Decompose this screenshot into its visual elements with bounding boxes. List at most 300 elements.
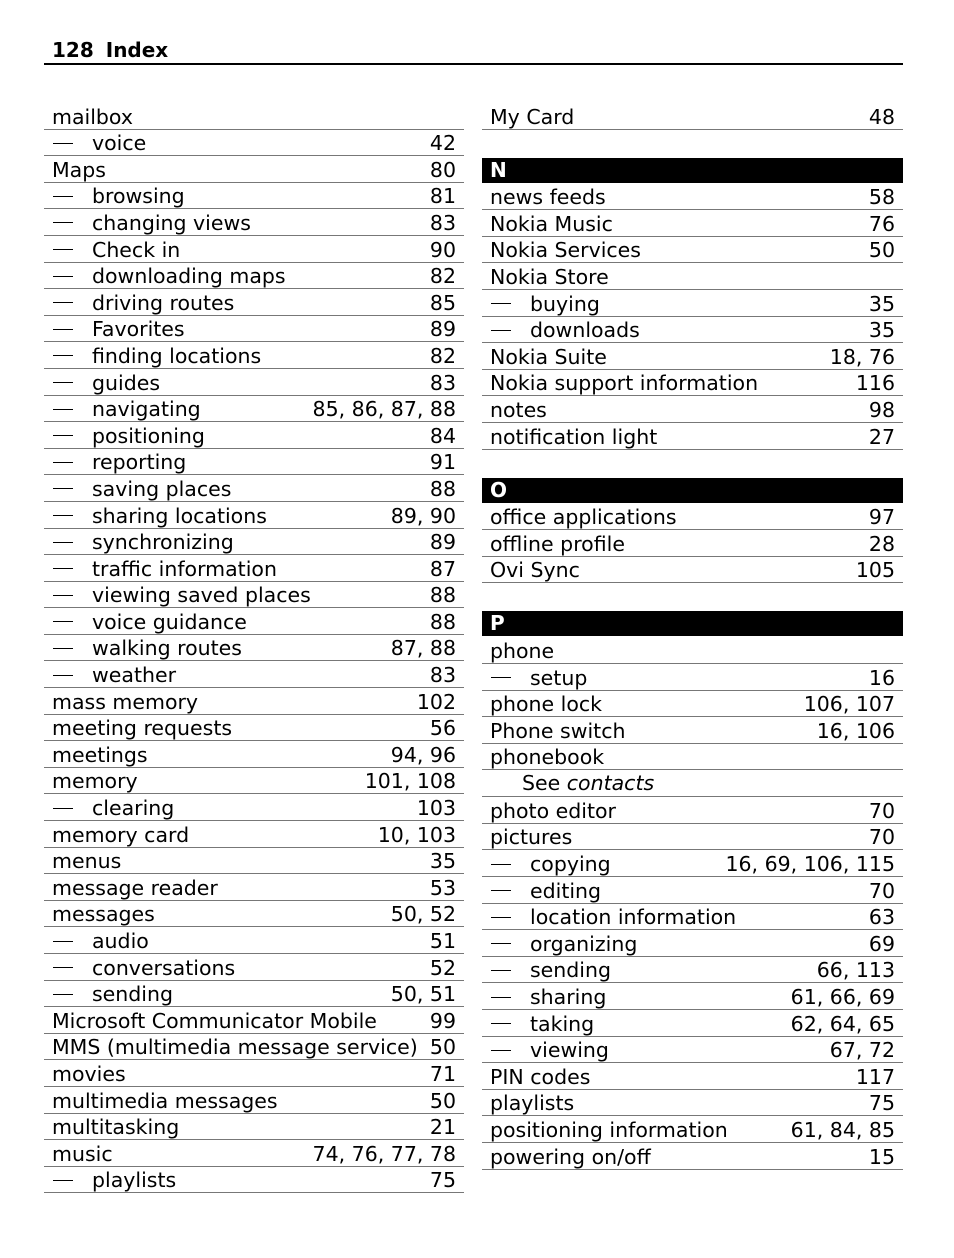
entry-pages: 51 (429, 929, 456, 953)
entry-pages: 85 (429, 290, 456, 315)
em-dash-icon (491, 864, 511, 865)
entry-label: sharing locations (92, 503, 267, 528)
entry-label: playlists (92, 1168, 177, 1193)
entry-label: multimedia messages (52, 1088, 278, 1113)
entry-label: weather (92, 663, 177, 688)
entry-pages: 117 (855, 1064, 895, 1089)
entry-pages: 10, 103 (377, 822, 456, 847)
entry-pages: 102 (416, 689, 456, 714)
entry-pages: 75 (868, 1091, 895, 1116)
entry-label: changing views (92, 210, 251, 235)
entry-pages: 85, 86, 87, 88 (312, 397, 456, 422)
index-entry (482, 531, 903, 557)
entry-label-wrap (44, 1142, 113, 1166)
entry-pages: 56 (429, 716, 456, 741)
entry-label: audio (92, 929, 149, 953)
see-target: contacts (566, 771, 655, 796)
entry-pages: 53 (429, 875, 456, 900)
entry-label-wrap (482, 825, 572, 849)
em-dash-icon (491, 997, 511, 998)
entry-label-wrap (44, 1035, 418, 1059)
entry-label: office applications (490, 505, 677, 530)
entry-label: pictures (490, 825, 573, 850)
entry-label: message reader (52, 875, 218, 900)
entry-pages: 58 (868, 185, 895, 210)
index-entry (44, 769, 464, 795)
entry-pages: 87, 88 (390, 636, 456, 661)
index-entry (482, 211, 903, 237)
entry-label: browsing (92, 184, 185, 209)
entry-pages: 16, 69, 106, 115 (725, 852, 895, 877)
entry-pages: 42 (429, 131, 456, 156)
entry-label: Microsoft Communicator Mobile (52, 1008, 377, 1033)
page-title: Index (105, 38, 169, 62)
entry-pages: 89, 90 (390, 503, 456, 528)
entry-label: Nokia support information (490, 371, 759, 396)
entry-label-wrap (482, 879, 601, 903)
index-entry (482, 745, 903, 771)
entry-label: phone lock (490, 692, 603, 717)
see-reference (482, 771, 903, 797)
index-entry (44, 1008, 464, 1034)
index-subentry (44, 423, 464, 449)
entry-pages: 62, 64, 65 (790, 1011, 895, 1036)
index-entry (482, 1144, 903, 1170)
entry-label-wrap (44, 211, 251, 235)
em-dash-icon (53, 808, 73, 809)
entry-label-wrap (482, 958, 611, 982)
index-entry (482, 505, 903, 531)
entry-label-wrap (44, 610, 247, 634)
entry-label-wrap (482, 185, 606, 209)
entry-label: downloads (530, 318, 640, 343)
entry-label: positioning information (490, 1118, 728, 1142)
em-dash-icon (491, 1023, 511, 1024)
entry-label: PIN codes (490, 1064, 591, 1089)
entry-label: navigating (92, 397, 201, 422)
index-subentry (44, 450, 464, 476)
em-dash-icon (53, 595, 73, 596)
entry-label-wrap (44, 1089, 278, 1113)
entry-pages: 50, 51 (390, 982, 456, 1007)
entry-label: photo editor (490, 798, 616, 823)
index-subentry (482, 318, 903, 344)
entry-label-wrap (44, 902, 155, 926)
entry-label-wrap (44, 291, 234, 315)
entry-label: sending (530, 958, 611, 983)
entry-pages: 66, 113 (816, 958, 895, 983)
index-entry (44, 1141, 464, 1167)
em-dash-icon (53, 409, 73, 410)
entry-label: Check in (92, 237, 181, 262)
entry-label: driving routes (92, 290, 235, 315)
entry-pages: 67, 72 (829, 1038, 895, 1063)
entry-pages: 87 (429, 556, 456, 581)
entry-label-wrap (44, 238, 180, 262)
em-dash-icon (53, 302, 73, 303)
entry-label: Nokia Music (490, 211, 613, 236)
entry-label: Nokia Services (490, 238, 641, 263)
entry-label-wrap (482, 985, 606, 1009)
index-entry (482, 798, 903, 824)
section-spacer (482, 451, 903, 478)
index-entry (44, 689, 464, 715)
entry-label: taking (530, 1011, 595, 1036)
page-number: 128 (52, 38, 94, 62)
em-dash-icon (53, 382, 73, 383)
em-dash-icon (53, 249, 73, 250)
entry-pages: 89 (429, 530, 456, 555)
entry-pages: 88 (429, 609, 456, 634)
entry-label-wrap (44, 105, 133, 129)
section-letter-heading: N (482, 158, 903, 183)
entry-pages: 88 (429, 476, 456, 501)
entry-label: messages (52, 902, 155, 927)
entry-pages: 70 (868, 825, 895, 850)
em-dash-icon (53, 462, 73, 463)
em-dash-icon (53, 941, 73, 942)
index-subentry (44, 290, 464, 316)
entry-label: traffic information (92, 556, 277, 581)
entry-label-wrap (44, 557, 277, 581)
entry-label: editing (530, 878, 602, 903)
entry-pages: 90 (429, 237, 456, 262)
entry-label: memory (52, 769, 138, 794)
entry-label: mass memory (52, 689, 199, 714)
index-subentry (44, 982, 464, 1008)
entry-label: setup (530, 665, 588, 690)
entry-label: Ovi Sync (490, 558, 580, 583)
entry-label-wrap (482, 932, 637, 956)
entry-label-wrap (44, 769, 138, 793)
entry-pages: 116 (855, 371, 895, 396)
entry-label: saving places (92, 476, 232, 501)
em-dash-icon (53, 515, 73, 516)
index-subentry (482, 1011, 903, 1037)
index-entry (44, 822, 464, 848)
entry-pages: 15 (868, 1144, 895, 1169)
em-dash-icon (491, 917, 511, 918)
entry-pages: 16 (868, 665, 895, 690)
entry-label-wrap (44, 929, 149, 953)
index-subentry (44, 556, 464, 582)
entry-label: mailbox (52, 104, 133, 129)
index-column-right (482, 104, 903, 1171)
entry-label-wrap (482, 719, 625, 743)
entry-label-wrap (44, 1115, 179, 1139)
index-entry (44, 742, 464, 768)
entry-label-wrap (44, 530, 234, 554)
entry-label-wrap (482, 1118, 728, 1142)
index-subentry (482, 905, 903, 931)
entry-label-wrap (44, 504, 267, 528)
index-entry (44, 849, 464, 875)
em-dash-icon (491, 303, 511, 304)
entry-label-wrap (482, 105, 574, 129)
entry-label-wrap (44, 636, 242, 660)
index-subentry (44, 662, 464, 688)
entry-label-wrap (482, 238, 641, 262)
entry-pages: 70 (868, 878, 895, 903)
entry-label-wrap (482, 292, 600, 316)
section-spacer (482, 584, 903, 611)
index-entry (482, 692, 903, 718)
entry-label-wrap (44, 1168, 176, 1192)
entry-label: Nokia Store (490, 264, 609, 289)
index-subentry (44, 264, 464, 290)
index-subentry (44, 795, 464, 821)
index-subentry (44, 210, 464, 236)
entry-pages: 21 (429, 1115, 456, 1140)
entry-label-wrap (44, 1009, 377, 1033)
entry-label-wrap (482, 1091, 574, 1115)
index-subentry (44, 476, 464, 502)
index-entry (482, 1091, 903, 1117)
entry-pages: 98 (868, 397, 895, 422)
entry-label-wrap (44, 371, 160, 395)
entry-label-wrap (44, 264, 286, 288)
index-entry (44, 1115, 464, 1141)
em-dash-icon (53, 1180, 73, 1181)
index-subentry (44, 317, 464, 343)
entry-pages: 106, 107 (803, 692, 895, 717)
entry-pages: 94, 96 (390, 742, 456, 767)
entry-label: offline profile (490, 531, 625, 556)
entry-label: meeting requests (52, 716, 233, 741)
entry-label: reporting (92, 450, 187, 475)
index-entry (44, 1035, 464, 1061)
index-subentry (44, 955, 464, 981)
entry-label-wrap (482, 1012, 594, 1036)
section-letter-heading: O (482, 478, 903, 503)
index-subentry (44, 530, 464, 556)
entry-label-wrap (44, 743, 148, 767)
entry-label-wrap (482, 212, 613, 236)
index-subentry (44, 343, 464, 369)
index-subentry (44, 1168, 464, 1194)
entry-label: guides (92, 370, 161, 395)
entry-pages: 97 (868, 505, 895, 530)
entry-pages: 35 (429, 849, 456, 874)
entry-pages: 28 (868, 531, 895, 556)
em-dash-icon (53, 143, 73, 144)
index-subentry (44, 184, 464, 210)
em-dash-icon (491, 970, 511, 971)
index-subentry (44, 397, 464, 423)
entry-label: menus (52, 849, 122, 874)
entry-pages: 50, 52 (390, 902, 456, 927)
entry-label: music (52, 1141, 113, 1166)
entry-label-wrap (44, 184, 185, 208)
entry-label-wrap (482, 666, 587, 690)
entry-pages: 50 (868, 238, 895, 263)
entry-pages: 80 (429, 157, 456, 182)
entry-label-wrap (44, 317, 185, 341)
index-subentry (482, 931, 903, 957)
entry-label: viewing saved places (92, 583, 311, 608)
entry-label-wrap (482, 425, 657, 449)
entry-label-wrap (44, 344, 261, 368)
entry-label-wrap (482, 799, 616, 823)
index-column-left (44, 104, 464, 1194)
entry-label-wrap (44, 131, 146, 155)
entry-pages: 61, 66, 69 (790, 985, 895, 1010)
entry-label-wrap (44, 876, 218, 900)
em-dash-icon (53, 276, 73, 277)
index-entry (482, 264, 903, 290)
entry-label: conversations (92, 955, 236, 980)
entry-label: playlists (490, 1091, 575, 1116)
entry-label: My Card (490, 104, 575, 129)
entry-label-wrap (44, 397, 201, 421)
index-entry (44, 104, 464, 130)
entry-label-wrap (44, 849, 121, 873)
index-subentry (482, 958, 903, 984)
entry-pages: 82 (429, 343, 456, 368)
entry-label-wrap (482, 532, 625, 556)
entry-label-wrap (482, 639, 554, 663)
entry-label-wrap (482, 1065, 590, 1089)
entry-label-wrap (44, 583, 311, 607)
entry-pages: 89 (429, 317, 456, 342)
entry-label-wrap (482, 692, 602, 716)
entry-pages: 105 (855, 558, 895, 583)
index-entry (482, 558, 903, 584)
entry-label: voice guidance (92, 609, 247, 634)
entry-pages: 101, 108 (364, 769, 456, 794)
entry-label-wrap (482, 398, 547, 422)
index-entry (482, 397, 903, 423)
entry-label-wrap (44, 716, 232, 740)
entry-pages: 18, 76 (829, 344, 895, 369)
index-entry (482, 185, 903, 211)
entry-label: multitasking (52, 1115, 180, 1140)
entry-pages: 35 (868, 318, 895, 343)
em-dash-icon (53, 435, 73, 436)
entry-label: news feeds (490, 185, 606, 210)
entry-label-wrap (482, 745, 604, 769)
index-subentry (482, 1038, 903, 1064)
entry-label: finding locations (92, 343, 262, 368)
index-subentry (44, 609, 464, 635)
em-dash-icon (53, 542, 73, 543)
em-dash-icon (53, 621, 73, 622)
entry-label-wrap (482, 558, 580, 582)
entry-label: viewing (530, 1038, 609, 1063)
em-dash-icon (53, 994, 73, 995)
entry-pages: 88 (429, 583, 456, 608)
entry-label-wrap (44, 424, 205, 448)
entry-label: positioning (92, 423, 205, 448)
entry-label-wrap (482, 265, 609, 289)
index-entry (482, 638, 903, 664)
entry-label-wrap (44, 796, 174, 820)
em-dash-icon (491, 943, 511, 944)
entry-pages: 76 (868, 211, 895, 236)
index-entry (482, 238, 903, 264)
entry-label-wrap (44, 956, 235, 980)
index-subentry (44, 370, 464, 396)
entry-label-wrap (44, 690, 198, 714)
index-entry (482, 718, 903, 744)
entry-label: synchronizing (92, 530, 234, 555)
em-dash-icon (491, 890, 511, 891)
entry-pages: 83 (429, 663, 456, 688)
entry-pages: 50 (429, 1088, 456, 1113)
index-entry (44, 157, 464, 183)
entry-pages: 81 (429, 184, 456, 209)
entry-pages: 83 (429, 370, 456, 395)
em-dash-icon (53, 568, 73, 569)
index-entry (482, 825, 903, 851)
index-entry (44, 902, 464, 928)
entry-pages: 50 (429, 1035, 456, 1060)
entry-label: sending (92, 982, 173, 1007)
index-subentry (482, 851, 903, 877)
entry-label-wrap (482, 318, 640, 342)
entry-label-wrap (482, 1038, 609, 1062)
entry-label: voice (92, 131, 147, 156)
entry-label: Nokia Suite (490, 344, 607, 369)
index-subentry (44, 237, 464, 263)
index-entry (44, 875, 464, 901)
em-dash-icon (491, 677, 511, 678)
index-subentry (44, 503, 464, 529)
entry-pages: 70 (868, 798, 895, 823)
page-header (44, 38, 903, 65)
index-entry (44, 1061, 464, 1087)
em-dash-icon (53, 967, 73, 968)
index-subentry (44, 636, 464, 662)
entry-pages: 84 (429, 423, 456, 448)
em-dash-icon (53, 355, 73, 356)
index-subentry (44, 131, 464, 157)
entry-label: powering on/off (490, 1144, 651, 1169)
index-entry (482, 1117, 903, 1143)
entry-pages: 103 (416, 796, 456, 821)
entry-label-wrap (482, 371, 758, 395)
entry-pages: 52 (429, 955, 456, 980)
entry-pages: 69 (868, 931, 895, 956)
entry-label: buying (530, 291, 600, 316)
em-dash-icon (53, 675, 73, 676)
em-dash-icon (491, 1050, 511, 1051)
entry-label-wrap (44, 1062, 126, 1086)
entry-pages: 61, 84, 85 (790, 1118, 895, 1142)
em-dash-icon (53, 196, 73, 197)
index-entry (44, 716, 464, 742)
index-entry (482, 104, 903, 130)
entry-pages: 48 (868, 104, 895, 129)
entry-label-wrap (44, 982, 173, 1006)
entry-label-wrap (44, 823, 189, 847)
entry-pages: 27 (868, 424, 895, 449)
entry-pages: 99 (429, 1008, 456, 1033)
entry-label: Favorites (92, 317, 185, 342)
entry-label-wrap (482, 1145, 651, 1169)
index-entry (482, 371, 903, 397)
entry-label: notification light (490, 424, 658, 449)
see-prefix: See (522, 771, 567, 796)
index-entry (482, 424, 903, 450)
entry-label: meetings (52, 742, 148, 767)
entry-label: notes (490, 397, 547, 422)
entry-label: walking routes (92, 636, 242, 661)
entry-label: downloading maps (92, 264, 286, 289)
entry-label: Phone switch (490, 718, 626, 743)
index-subentry (482, 665, 903, 691)
entry-label-wrap (44, 663, 176, 687)
